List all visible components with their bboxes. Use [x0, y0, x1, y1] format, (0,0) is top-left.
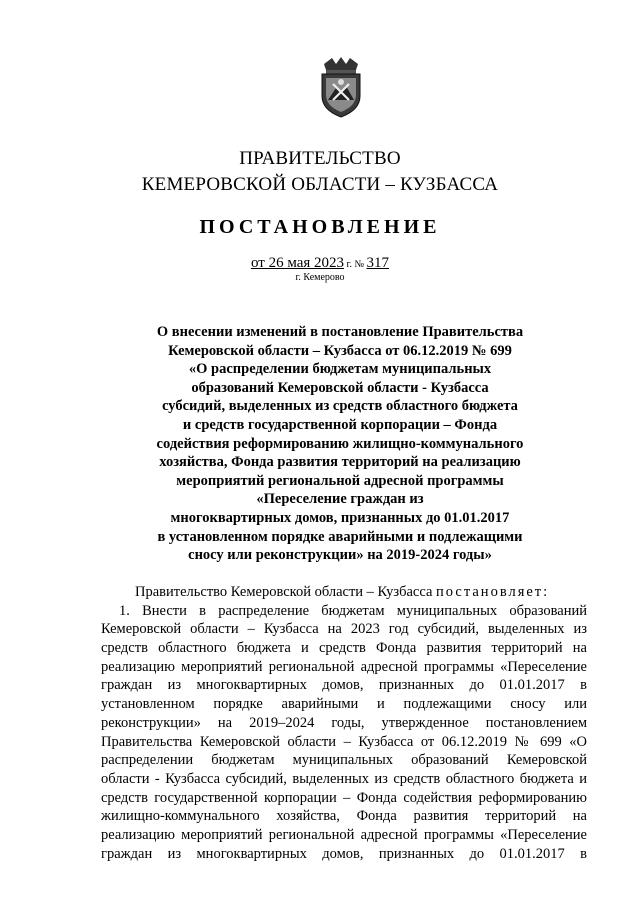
- document-body: [101, 583, 587, 863]
- decree-date: 26 мая 2023: [268, 255, 345, 271]
- decree-number: 317: [366, 255, 390, 271]
- year-number-label: г. №: [344, 259, 367, 270]
- title-line: сносу или реконструкции» на 2019-2024 годы»: [188, 547, 492, 564]
- title-line: образований Кемеровской области - Кузбасса: [191, 379, 489, 396]
- document-type: ПОСТАНОВЛЕНИЕ: [199, 216, 441, 238]
- title-line: содействия реформированию жилищно-коммунального: [156, 435, 524, 452]
- intro-resolves: постановляет:: [436, 584, 550, 600]
- body-line: граждан из многоквартирных домов, признанных до 01.01.2017 в: [101, 845, 587, 862]
- document-title: [120, 323, 560, 565]
- body-line: распределении бюджетам муниципальных образований Кемеровской: [101, 752, 587, 769]
- city: г. Кемерово: [295, 272, 345, 283]
- title-line: многоквартирных домов, признанных до 01.01.2017: [170, 509, 510, 526]
- title-line: и средств государственной корпорации – Фонда: [182, 416, 498, 433]
- title-line: «Переселение граждан из: [256, 491, 424, 508]
- body-line: Правительства Кемеровской области – Кузбасса от 06.12.2019 № 699 «О: [101, 733, 587, 750]
- government-name-line2: КЕМЕРОВСКОЙ ОБЛАСТИ – КУЗБАССА: [141, 174, 499, 195]
- body-line: средств государственной корпорации – Фонда содействия реформированию: [101, 789, 587, 806]
- body-line: граждан из многоквартирных домов, признанных до 01.01.2017 в: [101, 677, 587, 694]
- body-line: реализацию мероприятий региональной адресной программы «Переселение: [101, 658, 587, 675]
- body-line: области - Кузбасса субсидий, выделенных из средств областного бюджета и: [101, 770, 587, 787]
- body-intro: [101, 583, 587, 602]
- title-line: в установленном порядке аварийными и подлежащими: [157, 528, 523, 545]
- body-line: установленном порядке аварийными и подлежащими сносу или: [101, 696, 587, 713]
- date-prefix: от: [250, 255, 269, 271]
- title-line: «О распределении бюджетам муниципальных: [188, 361, 492, 378]
- title-line: субсидий, выделенных из средств областного бюджета: [162, 398, 518, 415]
- body-line: жилищно-коммунального хозяйства, Фонда развития территорий на: [101, 808, 587, 825]
- date-number-line: [0, 255, 640, 272]
- government-name-line1: ПРАВИТЕЛЬСТВО: [239, 148, 401, 169]
- title-line: Кемеровской области – Кузбасса от 06.12.2019 № 699: [168, 342, 512, 359]
- title-line: хозяйства, Фонда развития территорий на реализацию: [159, 454, 521, 471]
- title-line: О внесении изменений в постановление Правительства: [156, 324, 524, 340]
- body-line: реализацию мероприятий региональной адресной программы «Переселение: [101, 826, 587, 843]
- body-line: 1. Внести в распределение бюджетам муниципальных образований: [119, 602, 587, 619]
- title-line: мероприятий региональной адресной программы: [176, 472, 504, 489]
- body-line: средств областного бюджета и средств Фонда развития территорий на: [101, 640, 587, 657]
- coat-of-arms-icon: [318, 56, 364, 118]
- body-line: Кемеровской области – Кузбасса на 2023 год субсидий, выделенных из: [101, 621, 587, 638]
- body-line: реконструкции» на 2019–2024 годы, утвержденное постановлением: [101, 714, 587, 731]
- intro-text: Правительство Кемеровской области – Кузбасса: [135, 584, 437, 600]
